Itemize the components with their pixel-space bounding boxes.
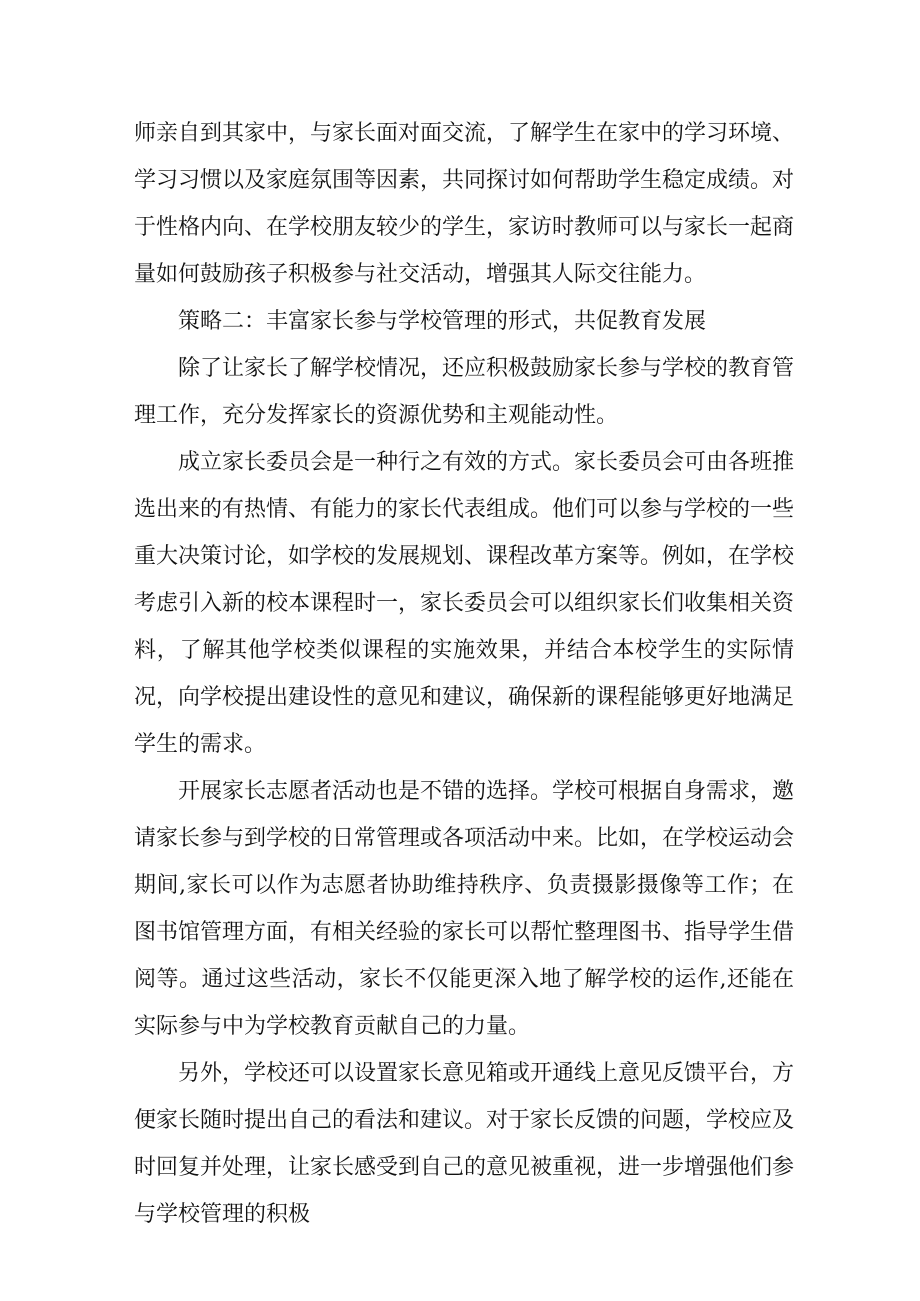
- paragraph-parent-volunteers: 开展家长志愿者活动也是不错的选择。学校可根据自身需求，邀请家长参与到学校的日常管理或各项活动中来。比如，在学校运动会期间,家长可以作为志愿者协助维持秩序、负责摄影摄像等工作；在图书馆管理方面，有相关经验的家长可以帮忙整理图书、指导学生借阅等。通过这些活动，家长不仅能更深入地了解学校的运作,还能在实际参与中为学校教育贡献自己的力量。: [134, 779, 795, 1039]
- paragraph-intro: 除了让家长了解学校情况，还应积极鼓励家长参与学校的教育管理工作，充分发挥家长的资源优势和主观能动性。: [134, 356, 795, 428]
- strategy-two-heading: 策略二：丰富家长参与学校管理的形式，共促教育发展: [178, 309, 707, 334]
- paragraph-continuation: 师亲自到其家中，与家长面对面交流，了解学生在家中的学习环境、学习习惯以及家庭氛围等因素，共同探讨如何帮助学生稳定成绩。对于性格内向、在学校朋友较少的学生，家访时教师可以与家长一起商量如何鼓励孩子积极参与社交活动，增强其人际交往能力。: [134, 121, 795, 287]
- paragraph-parent-committee: 成立家长委员会是一种行之有效的方式。家长委员会可由各班推选出来的有热情、有能力的家长代表组成。他们可以参与学校的一些重大决策讨论，如学校的发展规划、课程改革方案等。例如，在学校考虑引入新的校本课程时一，家长委员会可以组织家长们收集相关资料，了解其他学校类似课程的实施效果，并结合本校学生的实际情况，向学校提出建设性的意见和建议，确保新的课程能够更好地满足学生的需求。: [134, 450, 795, 757]
- paragraph-feedback-platform: 另外，学校还可以设置家长意见箱或开通线上意见反馈平台，方便家长随时提出自己的看法和建议。对于家长反馈的问题，学校应及时回复并处理，让家长感受到自己的意见被重视，进一步增强他们参与学校管理的积极: [134, 1061, 795, 1227]
- document-body: [134, 110, 794, 1238]
